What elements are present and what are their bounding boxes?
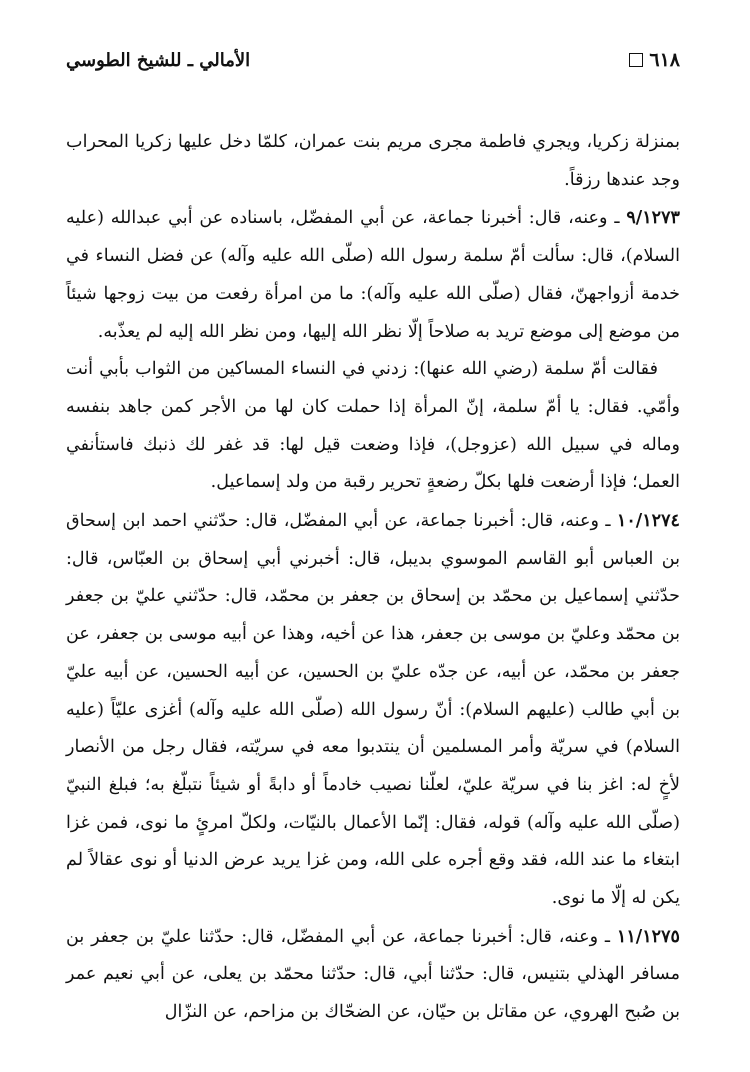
- page-header: [66, 40, 680, 80]
- paragraph-1-text: بمنزلة زكريا، ويجري فاطمة مجرى مريم بنت عمران، كلمّا دخل عليها زكريا المحراب وجد عندها رزقاً.: [66, 132, 680, 190]
- running-title: الأمالي ـ للشيخ الطوسي: [66, 49, 251, 71]
- paragraph-2: [66, 199, 680, 351]
- paragraph-1: [66, 124, 680, 199]
- square-ornament-icon: [629, 53, 643, 67]
- page-number: [629, 49, 680, 71]
- paragraph-3-text: فقالت أمّ سلمة (رضي الله عنها): زدني في النساء المساكين من الثواب بأبي أنت وأمّي. فقال: يا أمّ سلمة، إنّ المرأة إذا حملت كان لها من الأجر كمن جاهد بنفسه وماله في سبيل الله (عزوجل)، فإذا وضعت قيل لها: قد غفر لك ذنبك فاستأنفي العمل؛ فإذا أرضعت فلها بكلّ رضعةٍ تحرير رقبة من ولد إسماعيل.: [66, 359, 680, 493]
- paragraph-4-text: ـ وعنه، قال: أخبرنا جماعة، عن أبي المفضّل، قال: حدّثني احمد ابن إسحاق بن العباس أبو القاسم الموسوي بديبل، قال: أخبرني أبي إسحاق بن العبّاس، قال: حدّثني إسماعيل بن محمّد بن إسحاق بن جعفر بن محمّد، قال: حدّثني عليّ بن جعفر بن محمّد وعليّ بن موسى بن جعفر، هذا عن أخيه، وهذا عن أبيه موسى بن جعفر، عن جعفر بن محمّد، عن أبيه، عن جدّه عليّ بن الحسين، عن أبيه الحسين، عن أبيه عليّ بن أبي طالب (عليهم السلام): أنّ رسول الله (صلّى الله عليه وآله) أغزى عليّاً (عليه السلام) في سريّة وأمر المسلمين أن ينتدبوا معه في سريّته، فقال رجل من الأنصار لأخٍ له: اغز بنا في سريّة عليّ، لعلّنا نصيب خادماً أو دابةً أو شيئاً نتبلّغ به؛ فبلغ النبيّ (صلّى الله عليه وآله) قوله، فقال: إنّما الأعمال بالنيّات، ولكلّ امرئٍ ما نوى، فمن غزا ابتغاء ما عند الله، فقد وقع أجره على الله، ومن غزا يريد عرض الدنيا أو نوى عقالاً لم يكن له إلّا ما نوى.: [66, 511, 680, 909]
- paragraph-2-text: ـ وعنه، قال: أخبرنا جماعة، عن أبي المفضّل، باسناده عن أبي عبدالله (عليه السلام)، قال: سألت أمّ سلمة رسول الله (صلّى الله عليه وآله) عن فضل النساء في خدمة أزواجهنّ، فقال (صلّى الله عليه وآله): ما من امرأة رفعت من بيت زوجها شيئاً من موضع إلى موضع تريد به صلاحاً إلّا نظر الله إليها، ومن نظر الله إليه لم يعذّبه.: [66, 208, 680, 342]
- page-number-text: ٦١٨: [649, 49, 680, 71]
- hadith-number: ٩/١٢٧٣: [626, 207, 680, 229]
- paragraph-4: [66, 502, 680, 918]
- hadith-number: ١٠/١٢٧٤: [616, 510, 680, 532]
- paragraph-5-text: ـ وعنه، قال: أخبرنا جماعة، عن أبي المفضّل، قال: حدّثنا عليّ بن جعفر بن مسافر الهذلي بتنيس، قال: حدّثنا أبي، قال: حدّثنا محمّد بن يعلى، عن أبي نعيم عمر بن صُبح الهروي، عن مقاتل بن حيّان، عن الضحّاك بن مزاحم، عن النزّال: [66, 926, 680, 1023]
- page-body: [66, 124, 680, 1032]
- paragraph-5: [66, 918, 680, 1032]
- hadith-number: ١١/١٢٧٥: [616, 925, 680, 947]
- paragraph-3: [66, 351, 680, 502]
